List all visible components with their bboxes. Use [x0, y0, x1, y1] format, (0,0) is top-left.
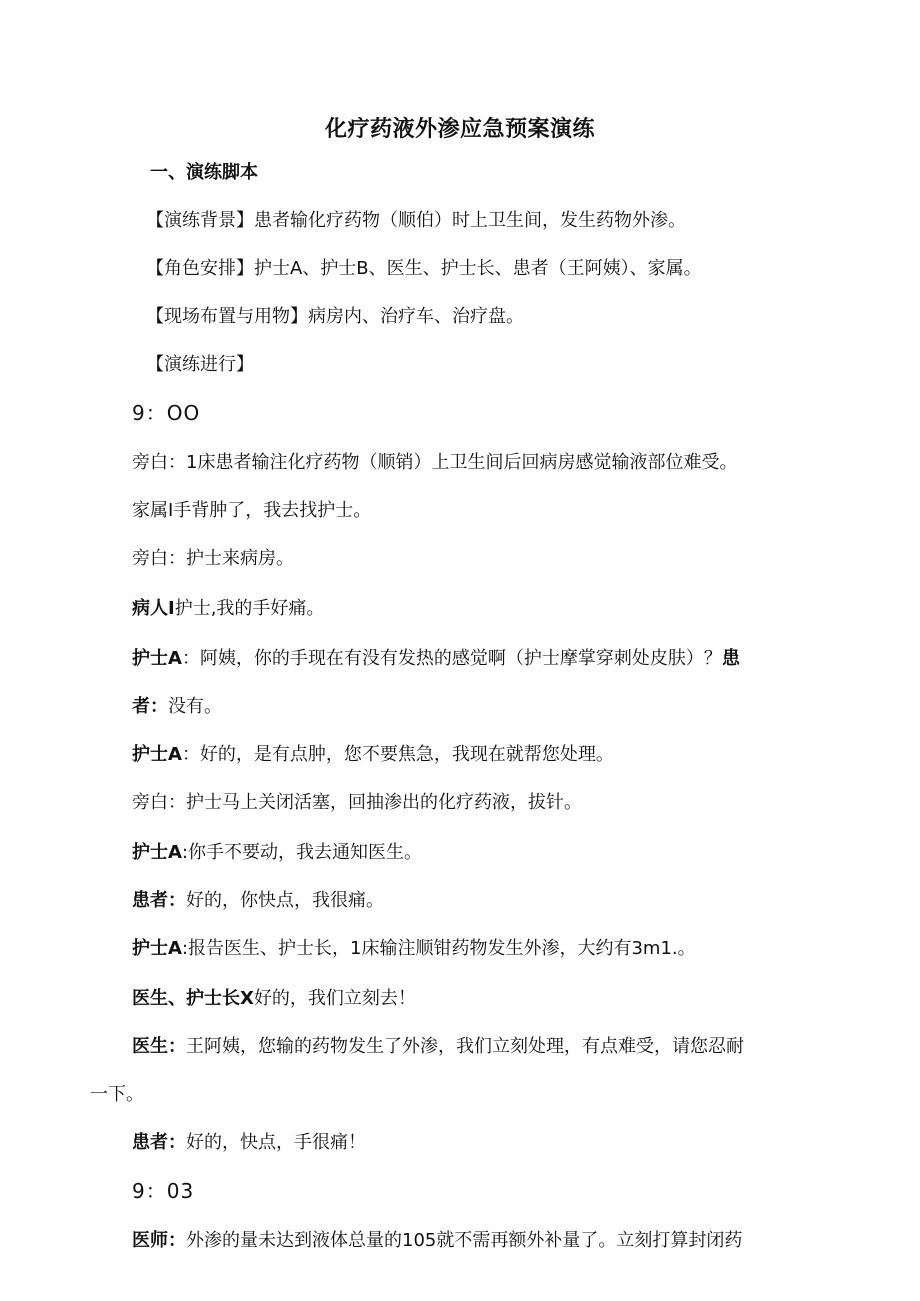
- speaker-label: 护士A: [132, 744, 182, 765]
- timestamp: 9：OO: [132, 401, 201, 425]
- speaker-label: 患者：: [132, 890, 186, 911]
- script-line: [132, 596, 324, 622]
- script-line: [132, 742, 614, 768]
- script-line: [132, 1034, 744, 1060]
- script-line: [132, 986, 416, 1012]
- speaker-label: 护士A: [132, 648, 182, 669]
- paragraph-roles: 【角色安排】护士A、护士B、医生、护士长、患者（王阿姨）、家属。: [146, 258, 702, 279]
- document-title: 化疗药液外渗应急预案演练: [324, 117, 595, 142]
- dialogue-text: 好的，我们立刻去！: [253, 988, 416, 1009]
- dialogue-text: 王阿姨，您输的药物发生了外渗，我们立刻处理，有点难受，请您忍耐: [186, 1036, 744, 1057]
- script-line: [132, 646, 740, 672]
- script-line: 家属I手背肿了，我去找护士。: [132, 500, 372, 521]
- dialogue-text: :报告医生、护士长，1床输注顺钳药物发生外渗，大约有3m1.。: [181, 938, 696, 959]
- script-line: [132, 694, 222, 720]
- speaker-label: 医生：: [132, 1036, 186, 1057]
- script-line: [132, 888, 384, 914]
- speaker-label: 医生、护士长X: [132, 988, 254, 1009]
- script-line: [132, 1130, 366, 1156]
- dialogue-text: 护士,我的手好痛。: [174, 598, 325, 619]
- paragraph-progress: 【演练进行】: [146, 354, 254, 375]
- script-line: 旁白：护士来病房。: [132, 548, 294, 569]
- speaker-label: 医师：: [132, 1230, 186, 1251]
- timestamp: 9：03: [132, 1179, 195, 1203]
- speaker-label: 者：: [132, 696, 168, 717]
- script-line: 旁白：1床患者输注化疗药物（顺销）上卫生间后回病房感觉输液部位难受。: [132, 452, 738, 473]
- dialogue-text: 没有。: [168, 696, 222, 717]
- dialogue-text: 好的，快点，手很痛！: [186, 1132, 366, 1153]
- script-line: [132, 840, 422, 866]
- section-heading: 一、演练脚本: [150, 162, 258, 183]
- speaker-label: 病人I: [132, 598, 175, 619]
- script-line: [132, 936, 696, 962]
- speaker-label: 护士A: [132, 938, 182, 959]
- paragraph-setting: 【现场布置与用物】病房内、治疗车、治疗盘。: [146, 306, 524, 327]
- dialogue-text: ：好的，是有点肿，您不要焦急，我现在就帮您处理。: [181, 744, 614, 765]
- dialogue-text: :你手不要动，我去通知医生。: [181, 842, 423, 863]
- paragraph-background: 【演练背景】患者输化疗药物（顺伯）时上卫生间，发生药物外渗。: [146, 210, 686, 231]
- dialogue-text: 外渗的量未达到液体总量的105就不需再额外补量了。立刻打算封闭药: [186, 1230, 743, 1251]
- speaker-label: 护士A: [132, 842, 182, 863]
- script-line: 旁白：护士马上关闭活塞，回抽渗出的化疗药液，拔针。: [132, 792, 582, 813]
- speaker-label: 患: [721, 648, 740, 669]
- speaker-label: 患者：: [132, 1132, 186, 1153]
- script-line: 一下。: [90, 1084, 144, 1105]
- dialogue-text: ：阿姨，你的手现在有没有发热的感觉啊（护士摩掌穿刺处皮肤）？: [181, 648, 722, 669]
- script-line: [132, 1228, 742, 1254]
- dialogue-text: 好的，你快点，我很痛。: [186, 890, 384, 911]
